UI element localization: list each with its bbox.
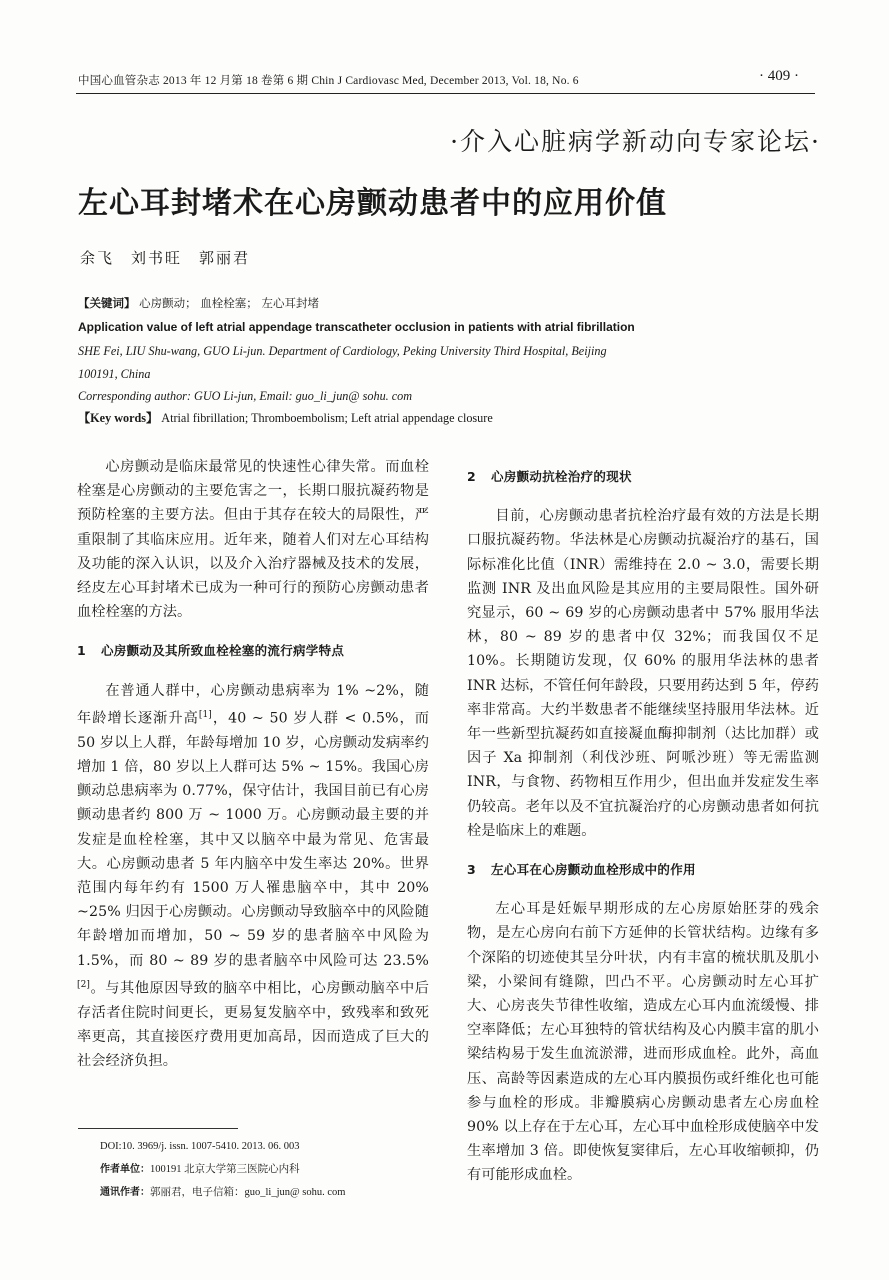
section-3-number: 3 bbox=[467, 862, 476, 878]
citation-1: [1] bbox=[198, 709, 212, 720]
section-1-text-c: 。与其他原因导致的脑卒中相比，心房颤动脑卒中后存活者住院时间更长，更易复发脑卒中，致残率和致死率更高，其直接医疗费用更加高昂，因而造成了巨大的社会经济负担。 bbox=[77, 980, 429, 1070]
section-2-heading bbox=[467, 465, 819, 489]
header-rule bbox=[76, 93, 815, 94]
keywords-cn bbox=[78, 292, 818, 315]
affiliation-line-2: 100191, China bbox=[78, 367, 151, 381]
keywords-cn-text: 心房颤动； 血栓栓塞； 左心耳封堵 bbox=[139, 296, 319, 310]
section-2-paragraph: 目前，心房颤动患者抗栓治疗最有效的方法是长期口服抗凝药物。华法林是心房颤动抗凝治疗的基石，国际标准化比值（INR）需维持在 2.0 ~ 3.0，需要长期监测 INR 及出血风险是其应用的主要局限性。国外研究显示，60 ~ 69 岁的心房颤动患者中 57% 服用华法林，80 ~ 89 岁的患者中仅 32%；而我国仅不足 10%。长期随访发现，仅 60% 的服用华法林的患者 INR 达标，不管任何年龄段，只要用药达到 5 年，停药率非常高。大约半数患者不能继续坚持服用华法林。近年一些新型抗凝药如直接凝血酶抑制剂（达比加群）或因子 Xa 抑制剂（利伐沙班、阿哌沙班）等无需监测 INR，与食物、药物相互作用少，但出血并发症发生率仍较高。老年以及不宜抗凝治疗的心房颤动患者如何抗栓是临床上的难题。 bbox=[467, 508, 819, 839]
english-keywords-label: 【Key words】 bbox=[78, 411, 159, 425]
column-title: ·介入心脏病学新动向专家论坛· bbox=[450, 127, 821, 156]
keywords-cn-label: 【关键词】 bbox=[78, 296, 136, 310]
english-affiliation bbox=[78, 340, 818, 386]
footnote-rule bbox=[78, 1128, 238, 1129]
page-number: · 409 · bbox=[759, 68, 799, 84]
affiliation-line-1: SHE Fei, LIU Shu-wang, GUO Li-jun. Department of Cardiology, Peking University Third Hospital, Beijing bbox=[78, 344, 607, 358]
english-keywords bbox=[78, 407, 818, 430]
section-1-title: 心房颤动及其所致血栓栓塞的流行病学特点 bbox=[101, 643, 345, 659]
section-2-number: 2 bbox=[467, 469, 476, 484]
footnote-corr-text: 郭丽君，电子信箱：guo_li_jun@ sohu. com bbox=[150, 1187, 346, 1198]
footnotes bbox=[100, 1135, 345, 1204]
section-1-heading bbox=[77, 639, 429, 663]
section-3-paragraph: 左心耳是妊娠早期形成的左心房原始胚芽的残余物，是左心房向右前下方延伸的长管状结构。边缘有多个深陷的切迹使其呈分叶状，内有丰富的梳状肌及肌小梁，小梁间有缝隙，凹凸不平。心房颤动时左心耳扩大、心房丧失节律性收缩，造成左心耳内血流缓慢、排空率降低；左心耳独特的管状结构及心内膜丰富的肌小梁结构易于发生血流淤滞，进而形成血栓。此外，高血压、高龄等因素造成的左心耳内膜损伤或纤维化也可能参与血栓的形成。非瓣膜病心房颤动患者左心房血栓 90% 以上存在于左心耳，左心耳中血栓形成使脑卒中发生率增加 3 倍。即使恢复窦律后，左心耳收缩顿抑，仍有可能形成血栓。 bbox=[467, 901, 819, 1184]
intro-paragraph: 心房颤动是临床最常见的快速性心律失常。而血栓栓塞是心房颤动的主要危害之一，长期口服抗凝药物是预防栓塞的主要方法。但由于其存在较大的局限性，严重限制了其临床应用。近年来，随着人们对左心耳结构及功能的深入认识，以及介入治疗器械及技术的发展，经皮左心耳封堵术已成为一种可行的预防心房颤动患者血栓栓塞的方法。 bbox=[77, 459, 429, 621]
section-3-heading bbox=[467, 858, 819, 882]
section-1-paragraph bbox=[77, 679, 429, 1074]
footnote-doi: DOI:10. 3969/j. issn. 1007-5410. 2013. 06. 003 bbox=[100, 1141, 300, 1152]
citation-2: [2] bbox=[77, 979, 91, 990]
running-head: 中国心血管杂志 2013 年 12 月第 18 卷第 6 期 Chin J Cardiovasc Med, December 2013, Vol. 18, No. 6 bbox=[78, 75, 579, 87]
section-3-title: 左心耳在心房颤动血栓形成中的作用 bbox=[491, 862, 696, 878]
english-title: Application value of left atrial appendage transcatheter occlusion in patients with atrial fibrillation bbox=[78, 320, 635, 334]
section-1-text-a: 在普通人群中，心房颤动患病率为 1% ~2%，随年龄增长逐渐升高 bbox=[77, 682, 429, 727]
right-column bbox=[467, 455, 819, 1188]
section-2-title: 心房颤动抗栓治疗的现状 bbox=[491, 469, 632, 484]
authors: 余飞 刘书旺 郭丽君 bbox=[80, 249, 251, 267]
footnote-unit bbox=[100, 1158, 345, 1181]
section-1-number: 1 bbox=[77, 643, 86, 659]
section-1-text-b: ，40 ~ 50 岁人群 < 0.5%，而 50 岁以上人群，年龄每增加 10 岁，心房颤动发病率约增加 1 倍，80 岁以上人群可达 5% ~ 15%。我国心房颤动总患病率为 0.77%，保守估计，我国目前已有心房颤动患者约 800 万 ~ 1000 万。心房颤动最主要的并发症是血栓栓塞，其中又以脑卒中最为常见、危害最大。心房颤动患者 5 年内脑卒中发生率达 20%。世界范围内每年约有 1500 万人罹患脑卒中，其中 20% ~25% 归因于心房颤动。心房颤动导致脑卒中的风险随年龄增加而增加，50 ~ 59 岁的患者脑卒中风险为 1.5%，而 80 ~ 89 岁的患者脑卒中风险可达 23.5% bbox=[77, 710, 429, 969]
left-column bbox=[77, 455, 429, 1073]
footnote-unit-label: 作者单位： bbox=[100, 1164, 150, 1175]
footnote-unit-text: 100191 北京大学第三医院心内科 bbox=[150, 1164, 300, 1175]
article-title: 左心耳封堵术在心房颤动患者中的应用价值 bbox=[78, 186, 667, 221]
footnote-corr bbox=[100, 1181, 345, 1204]
footnote-corr-label: 通讯作者： bbox=[100, 1187, 150, 1198]
corresponding-author: Corresponding author: GUO Li-jun, Email: guo_li_jun@ sohu. com bbox=[78, 389, 413, 403]
english-keywords-text: Atrial fibrillation; Thromboembolism; Left atrial appendage closure bbox=[161, 411, 493, 425]
